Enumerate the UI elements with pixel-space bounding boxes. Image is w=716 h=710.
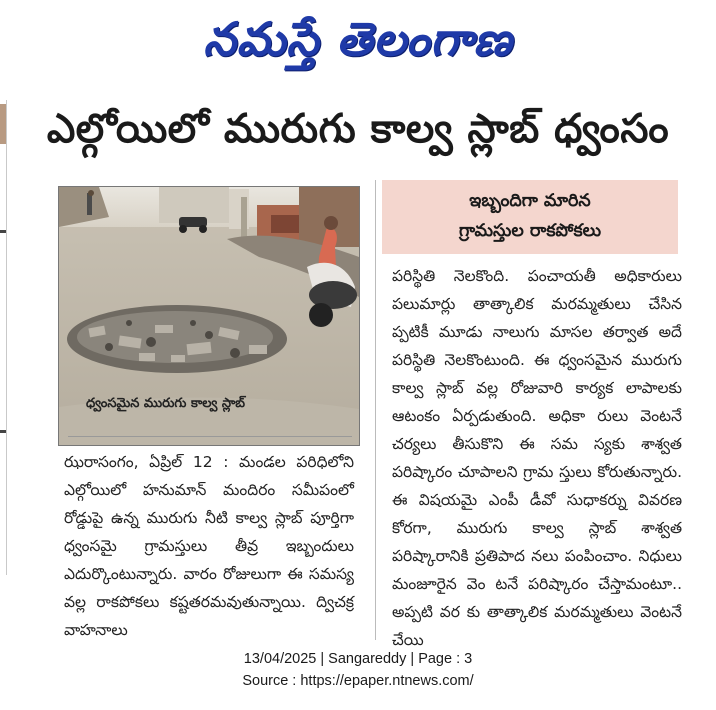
footer-source-link[interactable]: Source : https://epaper.ntnews.com/ <box>242 673 474 689</box>
masthead <box>0 0 716 90</box>
subheadline-line-2: గ్రామస్తుల రాకపోకలు <box>458 221 602 241</box>
newspaper-title: నమస్తే తెలంగాణ <box>203 12 513 66</box>
footer-date-edition-page: 13/04/2025 | Sangareddy | Page : 3 <box>243 651 473 667</box>
adjacent-article-strip <box>0 100 7 575</box>
article-headline: ఎల్గోయిలో మురుగు కాల్వ స్లాబ్ ధ్వంసం <box>46 106 670 152</box>
photo-caption: ధ్వంసమైన మురుగు కాల్వ స్లాబ్ <box>86 396 246 411</box>
article-subheadline-box <box>382 180 678 254</box>
article-body-right-column: పరిస్థితి నెలకొంది. పంచాయతీ అధికారులు పలుమార్లు తాత్కాలిక మరమ్మతులు చేసిన ప్పటికీ మూడు నాలుగు మాసల తర్వాత అదే పరిస్థితి నెలకొంటుంది. ఈ ధ్వంసమైన మురుగు కాల్వ స్లాబ్ వల్ల రోజువారి కార్యక లాపాలకు ఆటంకం ఏర్పడుతుంది. అధికా రులు వెంటనే చర్యలు తీసుకొని ఈ సమ స్యకు శాశ్వత పరిష్కారం చూపాలని గ్రామ స్తులు కోరుతున్నారు. ఈ విషయమై ఎంపీ డీవో సుధాకర్ను వివరణ కోరగా, మురుగు కాల్వ స్లాబ్ శాశ్వత పరిష్కారానికి ప్రతిపాద నలు పంపించాం. నిధులు మంజూరైన వెం టనే పరిష్కారం చేస్తామంటూ.. అప్పటి వర కు తాత్కాలిక మరమ్మతులు వెంటనే చేయి <box>392 267 682 649</box>
article-clip <box>8 96 708 649</box>
subheadline-line-1: ఇబ్బందిగా మారిన <box>469 191 591 211</box>
column-divider <box>375 180 376 640</box>
page-footer <box>0 648 716 692</box>
caption-divider <box>68 436 352 437</box>
article-body-left-column: ఝరాసంగం, ఏప్రిల్ 12 : మండల పరిధిలోని ఎల్గోయిలో హనుమాన్ మందిరం సమీపంలో రోడ్డుపై ఉన్న మురుగు నీటి కాల్వ స్లాబ్ పూర్తిగా ధ్వంసమై గ్రామస్తులు తీవ్ర ఇబ్బందులు ఎదుర్కొంటున్నారు. వారం రోజులుగా ఈ సమస్య వల్ల రాకపోకలు కష్టతరమవుతున్నాయి. ద్విచక్ర వాహనాలు <box>64 453 354 639</box>
